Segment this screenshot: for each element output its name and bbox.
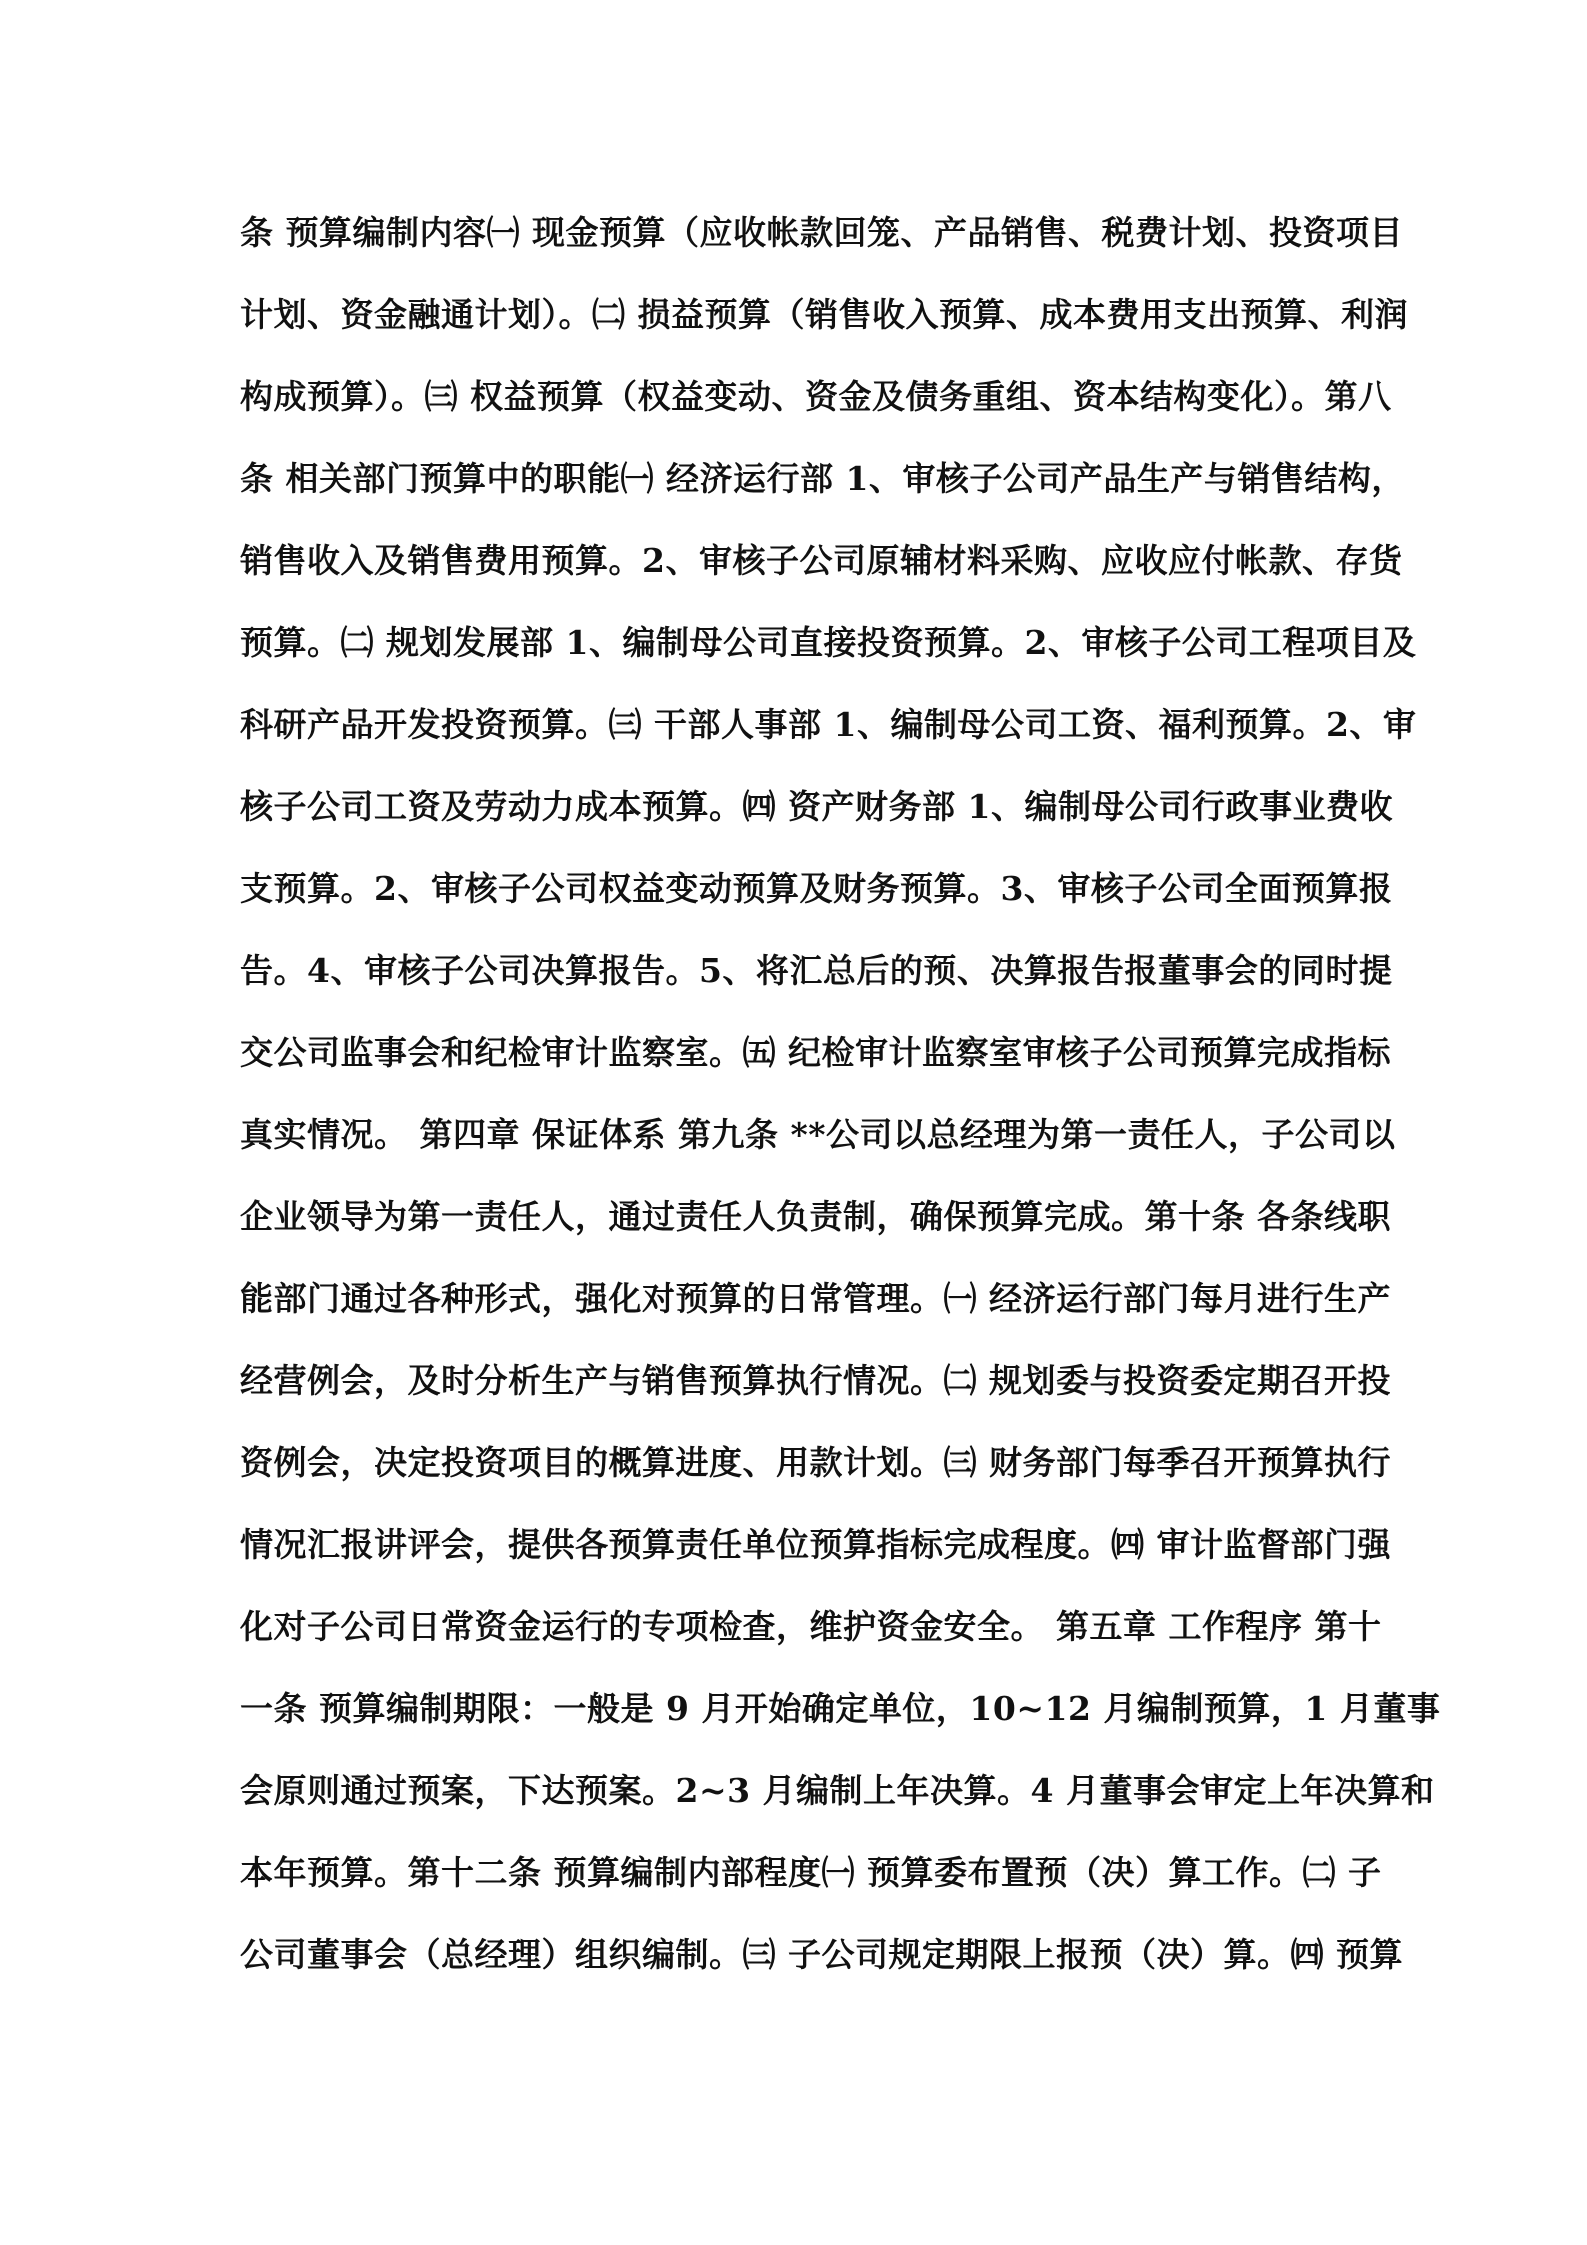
text-line-9: 支预算。2、审核子公司权益变动预算及财务预算。3、审核子公司全面预算报 bbox=[240, 869, 1393, 908]
text-line-15: 经营例会，及时分析生产与销售预算执行情况。㈡ 规划委与投资委定期召开投 bbox=[240, 1361, 1391, 1400]
body-text bbox=[240, 207, 1441, 2011]
text-line-1: 条 预算编制内容㈠ 现金预算（应收帐款回笼、产品销售、税费计划、投资项目 bbox=[240, 213, 1403, 252]
text-line-18: 化对子公司日常资金运行的专项检查，维护资金安全。 第五章 工作程序 第十 bbox=[240, 1607, 1382, 1646]
text-line-2: 计划、资金融通计划）。㈡ 损益预算（销售收入预算、成本费用支出预算、利润 bbox=[240, 295, 1408, 334]
text-line-21: 本年预算。第十二条 预算编制内部程度㈠ 预算委布置预（决）算工作。㈡ 子 bbox=[240, 1853, 1382, 1892]
text-line-13: 企业领导为第一责任人，通过责任人负责制，确保预算完成。第十条 各条线职 bbox=[240, 1197, 1391, 1236]
text-line-10: 告。4、审核子公司决算报告。5、将汇总后的预、决算报告报董事会的同时提 bbox=[240, 951, 1393, 990]
text-line-3: 构成预算）。㈢ 权益预算（权益变动、资金及债务重组、资本结构变化）。第八 bbox=[240, 377, 1392, 416]
text-line-7: 科研产品开发投资预算。㈢ 干部人事部 1、编制母公司工资、福利预算。2、审 bbox=[240, 705, 1417, 744]
text-line-4: 条 相关部门预算中的职能㈠ 经济运行部 1、审核子公司产品生产与销售结构， bbox=[240, 459, 1405, 498]
text-line-5: 销售收入及销售费用预算。2、审核子公司原辅材料采购、应收应付帐款、存货 bbox=[240, 541, 1403, 580]
text-line-8: 核子公司工资及劳动力成本预算。㈣ 资产财务部 1、编制母公司行政事业费收 bbox=[240, 787, 1393, 826]
text-line-12: 真实情况。 第四章 保证体系 第九条 **公司以总经理为第一责任人，子公司以 bbox=[240, 1115, 1396, 1154]
text-line-20: 会原则通过预案，下达预案。2~3 月编制上年决算。4 月董事会审定上年决算和 bbox=[240, 1771, 1435, 1810]
text-line-11: 交公司监事会和纪检审计监察室。㈤ 纪检审计监察室审核子公司预算完成指标 bbox=[240, 1033, 1391, 1072]
text-line-6: 预算。㈡ 规划发展部 1、编制母公司直接投资预算。2、审核子公司工程项目及 bbox=[240, 623, 1417, 662]
text-line-16: 资例会，决定投资项目的概算进度、用款计划。㈢ 财务部门每季召开预算执行 bbox=[240, 1443, 1391, 1482]
text-line-22: 公司董事会（总经理）组织编制。㈢ 子公司规定期限上报预（决）算。㈣ 预算 bbox=[240, 1935, 1403, 1974]
text-line-14: 能部门通过各种形式，强化对预算的日常管理。㈠ 经济运行部门每月进行生产 bbox=[240, 1279, 1391, 1318]
text-line-17: 情况汇报讲评会，提供各预算责任单位预算指标完成程度。㈣ 审计监督部门强 bbox=[240, 1525, 1391, 1564]
text-line-19: 一条 预算编制期限：一般是 9 月开始确定单位，10~12 月编制预算，1 月董事 bbox=[240, 1689, 1441, 1728]
